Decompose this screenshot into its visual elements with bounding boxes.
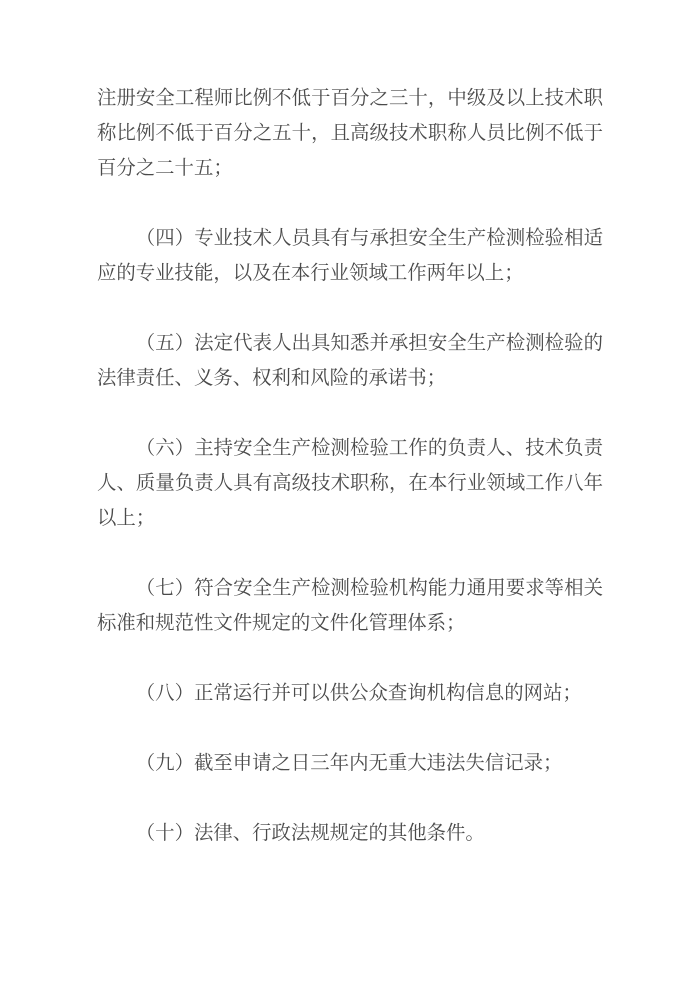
list-item-5: （五）法定代表人出具知悉并承担安全生产检测检验的法律责任、义务、权利和风险的承诺书；	[97, 333, 603, 389]
document-body	[97, 81, 603, 851]
list-item-6: （六）主持安全生产检测检验工作的负责人、技术负责人、质量负责人具有高级技术职称，在本行业领域工作八年以上；	[97, 438, 603, 529]
paragraph-continuation: 注册安全工程师比例不低于百分之三十，中级及以上技术职称比例不低于百分之五十，且高级技术职称人员比例不低于百分之二十五；	[97, 88, 603, 179]
list-item-9: （九）截至申请之日三年内无重大违法失信记录；	[135, 753, 563, 774]
list-item-10: （十）法律、行政法规规定的其他条件。	[135, 823, 485, 844]
list-item-7: （七）符合安全生产检测检验机构能力通用要求等相关标准和规范性文件规定的文件化管理体系；	[97, 578, 603, 634]
list-item-4: （四）专业技术人员具有与承担安全生产检测检验相适应的专业技能，以及在本行业领域工作两年以上；	[97, 228, 603, 284]
list-item-8: （八）正常运行并可以供公众查询机构信息的网站；	[135, 683, 582, 704]
